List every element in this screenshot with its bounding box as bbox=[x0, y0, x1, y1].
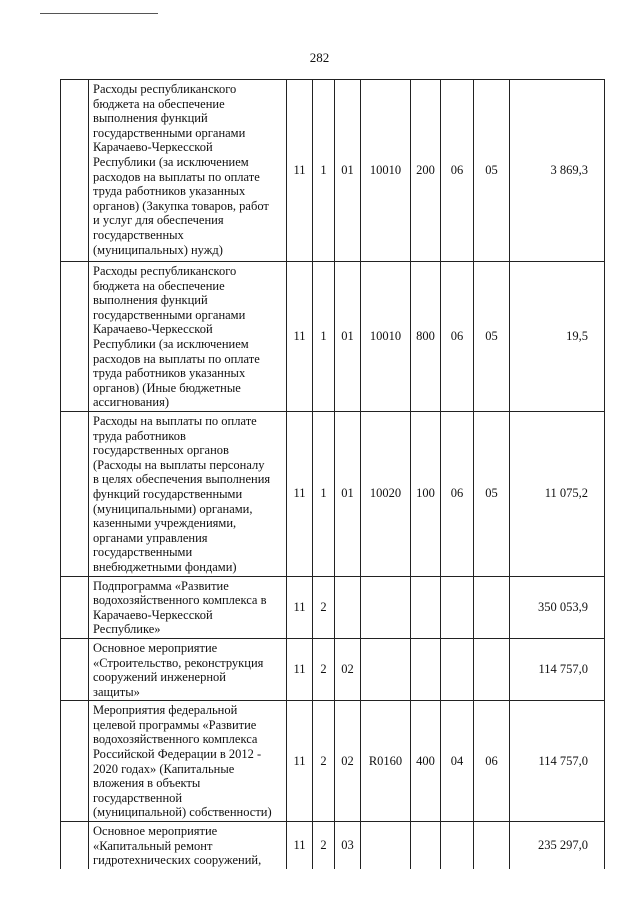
code-cell-c2: 1 bbox=[313, 80, 335, 262]
code-cell-c6 bbox=[441, 822, 474, 869]
description-line: водохозяйственного комплекса bbox=[93, 732, 258, 747]
blank-cell bbox=[61, 638, 89, 700]
description-line: в целях обеспечения выполнения bbox=[93, 472, 271, 487]
description-cell bbox=[89, 80, 287, 262]
description-line: гидротехнических сооружений, bbox=[93, 853, 262, 868]
amount-cell: 114 757,0 bbox=[510, 701, 605, 822]
description-line: (муниципальных) нужд) bbox=[93, 242, 223, 257]
description-line: казенными учреждениями, bbox=[93, 516, 237, 531]
code-cell-c2: 2 bbox=[313, 638, 335, 700]
description-cell bbox=[89, 638, 287, 700]
description-line: вложения в объекты bbox=[93, 776, 201, 791]
code-cell-c4: R0160 bbox=[361, 701, 411, 822]
amount-cell: 11 075,2 bbox=[510, 412, 605, 577]
description-cell bbox=[89, 576, 287, 638]
table-row bbox=[61, 701, 605, 822]
code-cell-c2: 1 bbox=[313, 412, 335, 577]
code-cell-c5 bbox=[411, 638, 441, 700]
page-number: 282 bbox=[309, 50, 330, 65]
budget-table bbox=[60, 79, 605, 869]
description-line: государственных bbox=[93, 227, 184, 242]
description-line: Основное мероприятие bbox=[93, 640, 218, 655]
description-line: ассигнования) bbox=[93, 395, 169, 410]
code-cell-c1: 11 bbox=[287, 701, 313, 822]
code-cell-c3: 01 bbox=[335, 80, 361, 262]
code-cell-c6: 06 bbox=[441, 262, 474, 412]
description-line: труда работников указанных bbox=[93, 366, 246, 381]
code-cell-c4: 10010 bbox=[361, 80, 411, 262]
table-row bbox=[61, 638, 605, 700]
description-cell bbox=[89, 412, 287, 577]
description-line: (муниципальными) органами, bbox=[93, 501, 253, 516]
code-cell-c7 bbox=[474, 638, 510, 700]
code-cell-c6 bbox=[441, 576, 474, 638]
description-line: 2020 годах» (Капитальные bbox=[93, 761, 235, 776]
description-line: и услуг для обеспечения bbox=[93, 213, 224, 228]
description-line: защиты» bbox=[93, 684, 140, 699]
blank-cell bbox=[61, 822, 89, 869]
description-line: внебюджетными фондами) bbox=[93, 559, 237, 574]
blank-cell bbox=[61, 80, 89, 262]
blank-cell bbox=[61, 701, 89, 822]
description-line: целевой программы «Развитие bbox=[93, 717, 257, 732]
code-cell-c3: 01 bbox=[335, 262, 361, 412]
code-cell-c6: 04 bbox=[441, 701, 474, 822]
description-line: государственными bbox=[93, 545, 193, 560]
code-cell-c3: 01 bbox=[335, 412, 361, 577]
table-row bbox=[61, 412, 605, 577]
code-cell-c1: 11 bbox=[287, 262, 313, 412]
description-line: Расходы республиканского bbox=[93, 264, 237, 278]
amount-cell: 19,5 bbox=[510, 262, 605, 412]
description-line: водохозяйственного комплекса в bbox=[93, 593, 267, 608]
code-cell-c5 bbox=[411, 822, 441, 869]
code-cell-c5 bbox=[411, 576, 441, 638]
table-row bbox=[61, 822, 605, 869]
top-rule bbox=[40, 13, 158, 14]
code-cell-c1: 11 bbox=[287, 412, 313, 577]
description-line: функций государственными bbox=[93, 486, 243, 501]
code-cell-c2: 2 bbox=[313, 576, 335, 638]
code-cell-c1: 11 bbox=[287, 576, 313, 638]
amount-cell: 3 869,3 bbox=[510, 80, 605, 262]
description-line: Республике» bbox=[93, 622, 161, 637]
description-line: органов) (Иные бюджетные bbox=[93, 380, 241, 395]
code-cell-c7: 05 bbox=[474, 262, 510, 412]
code-cell-c5: 800 bbox=[411, 262, 441, 412]
code-cell-c3: 03 bbox=[335, 822, 361, 869]
description-line: Расходы на выплаты по оплате bbox=[93, 414, 257, 428]
code-cell-c4 bbox=[361, 576, 411, 638]
description-line: Республики (за исключением bbox=[93, 336, 249, 351]
description-line: Карачаево-Черкесской bbox=[93, 607, 213, 622]
code-cell-c2: 1 bbox=[313, 262, 335, 412]
description-line: государственной bbox=[93, 790, 183, 805]
code-cell-c3: 02 bbox=[335, 638, 361, 700]
code-cell-c4: 10010 bbox=[361, 262, 411, 412]
description-line: государственных органов bbox=[93, 443, 229, 458]
description-line: «Капитальный ремонт bbox=[93, 838, 213, 853]
amount-cell: 235 297,0 bbox=[510, 822, 605, 869]
code-cell-c7: 06 bbox=[474, 701, 510, 822]
description-line: Республики (за исключением bbox=[93, 154, 249, 169]
code-cell-c5: 200 bbox=[411, 80, 441, 262]
code-cell-c3 bbox=[335, 576, 361, 638]
description-line: расходов на выплаты по оплате bbox=[93, 351, 260, 366]
code-cell-c4 bbox=[361, 822, 411, 869]
amount-cell: 350 053,9 bbox=[510, 576, 605, 638]
description-line: Российской Федерации в 2012 - bbox=[93, 747, 262, 762]
description-line: (Расходы на выплаты персоналу bbox=[93, 457, 265, 472]
blank-cell bbox=[61, 412, 89, 577]
code-cell-c4: 10020 bbox=[361, 412, 411, 577]
description-line: бюджета на обеспечение bbox=[93, 96, 225, 111]
description-line: выполнения функций bbox=[93, 293, 208, 308]
table-row bbox=[61, 576, 605, 638]
description-line: сооружений инженерной bbox=[93, 670, 226, 685]
description-line: «Строительство, реконструкция bbox=[93, 655, 264, 670]
code-cell-c5: 400 bbox=[411, 701, 441, 822]
code-cell-c7: 05 bbox=[474, 80, 510, 262]
code-cell-c3: 02 bbox=[335, 701, 361, 822]
code-cell-c5: 100 bbox=[411, 412, 441, 577]
code-cell-c4 bbox=[361, 638, 411, 700]
description-line: труда работников указанных bbox=[93, 184, 246, 199]
code-cell-c7 bbox=[474, 822, 510, 869]
code-cell-c1: 11 bbox=[287, 80, 313, 262]
description-line: Расходы республиканского bbox=[93, 82, 237, 96]
description-line: Основное мероприятие bbox=[93, 824, 218, 839]
description-line: (муниципальной) собственности) bbox=[93, 805, 272, 820]
table-row bbox=[61, 80, 605, 262]
description-line: расходов на выплаты по оплате bbox=[93, 169, 260, 184]
blank-cell bbox=[61, 576, 89, 638]
description-line: государственными органами bbox=[93, 125, 246, 140]
description-line: Мероприятия федеральной bbox=[93, 703, 238, 718]
code-cell-c7: 05 bbox=[474, 412, 510, 577]
description-cell bbox=[89, 262, 287, 412]
code-cell-c6: 06 bbox=[441, 412, 474, 577]
description-line: бюджета на обеспечение bbox=[93, 278, 225, 293]
blank-cell bbox=[61, 262, 89, 412]
description-line: выполнения функций bbox=[93, 111, 208, 126]
amount-cell: 114 757,0 bbox=[510, 638, 605, 700]
code-cell-c2: 2 bbox=[313, 822, 335, 869]
description-line: органами управления bbox=[93, 530, 208, 545]
code-cell-c6 bbox=[441, 638, 474, 700]
code-cell-c7 bbox=[474, 576, 510, 638]
code-cell-c1: 11 bbox=[287, 822, 313, 869]
description-cell bbox=[89, 701, 287, 822]
table-row bbox=[61, 262, 605, 412]
code-cell-c6: 06 bbox=[441, 80, 474, 262]
description-cell bbox=[89, 822, 287, 869]
description-line: Подпрограмма «Развитие bbox=[93, 578, 229, 593]
description-line: государственными органами bbox=[93, 307, 246, 322]
code-cell-c2: 2 bbox=[313, 701, 335, 822]
description-line: Карачаево-Черкесской bbox=[93, 322, 213, 337]
code-cell-c1: 11 bbox=[287, 638, 313, 700]
description-line: органов) (Закупка товаров, работ bbox=[93, 198, 269, 213]
description-line: Карачаево-Черкесской bbox=[93, 140, 213, 155]
description-line: труда работников bbox=[93, 428, 186, 443]
